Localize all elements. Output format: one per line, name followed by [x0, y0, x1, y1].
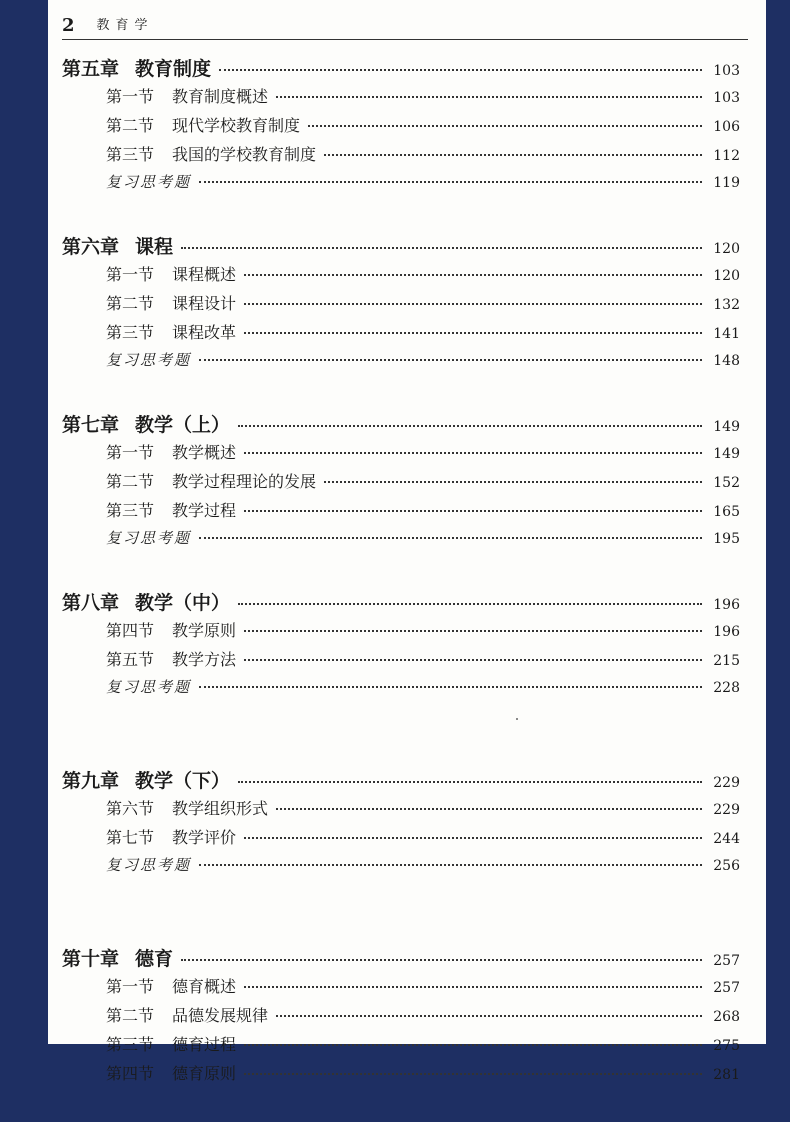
dot-leader	[219, 69, 702, 71]
entry-title: 德育过程	[172, 1035, 237, 1054]
section-entry[interactable]	[62, 440, 740, 469]
entry-title: 复习思考题	[106, 678, 192, 696]
section-entry[interactable]	[62, 796, 740, 825]
dot-leader	[276, 96, 702, 98]
entry-title: 教学概述	[172, 443, 237, 462]
entry-page-number: 228	[713, 680, 740, 696]
section-entry[interactable]	[62, 291, 740, 320]
entry-page-number: 196	[713, 624, 740, 640]
entry-label: 第三节	[106, 323, 155, 342]
entry-label: 第三节	[106, 145, 155, 164]
section-entry[interactable]	[62, 825, 740, 854]
entry-label: 第一节	[106, 87, 155, 106]
entry-title: 课程改革	[172, 323, 237, 342]
dot-leader	[238, 425, 702, 427]
entry-label: 第三节	[106, 501, 155, 520]
entry-page-number: 141	[713, 326, 740, 342]
section-entry[interactable]	[62, 262, 740, 291]
entry-label: 第三节	[106, 1035, 155, 1054]
entry-title: 教学原则	[172, 621, 237, 640]
entry-page-number: 152	[713, 475, 740, 491]
entry-label: 第一节	[106, 265, 155, 284]
page-number: 2	[62, 15, 75, 36]
entry-page-number: 257	[713, 980, 740, 996]
entry-title: 德育	[135, 948, 174, 970]
entry-label: 第二节	[106, 1006, 155, 1025]
entry-title: 教育制度	[135, 58, 212, 80]
chapter-entry[interactable]	[62, 410, 740, 440]
chapter-entry[interactable]	[62, 944, 740, 974]
entry-title: 品德发展规律	[172, 1006, 269, 1025]
dot-leader	[199, 864, 702, 866]
entry-label: 第九章	[62, 770, 120, 792]
entry-page-number: 112	[713, 148, 740, 164]
dot-leader	[181, 959, 702, 961]
review-questions-entry[interactable]	[62, 854, 740, 883]
entry-title: 德育原则	[172, 1064, 237, 1083]
dot-leader	[244, 1073, 702, 1075]
entry-label: 第十章	[62, 948, 120, 970]
chapter-block	[62, 54, 740, 232]
entry-page-number: 149	[713, 446, 740, 462]
speck	[516, 718, 518, 720]
dot-leader	[324, 154, 702, 156]
entry-page-number: 244	[713, 831, 740, 847]
entry-title: 我国的学校教育制度	[172, 145, 317, 164]
entry-title: 课程设计	[172, 294, 237, 313]
entry-page-number: 120	[713, 268, 740, 284]
entry-label: 第五章	[62, 58, 120, 80]
entry-title: 教学方法	[172, 650, 237, 669]
entry-title: 德育概述	[172, 977, 237, 996]
dot-leader	[324, 481, 702, 483]
entry-page-number: 103	[713, 63, 740, 79]
entry-page-number: 215	[713, 653, 740, 669]
dot-leader	[244, 452, 702, 454]
entry-page-number: 268	[713, 1009, 740, 1025]
entry-title: 复习思考题	[106, 529, 192, 547]
review-questions-entry[interactable]	[62, 171, 740, 200]
entry-label: 第四节	[106, 621, 155, 640]
entry-title: 教学（中）	[135, 592, 231, 614]
section-entry[interactable]	[62, 1032, 740, 1061]
entry-title: 复习思考题	[106, 351, 192, 369]
entry-page-number: 195	[713, 531, 740, 547]
entry-label: 第七章	[62, 414, 120, 436]
dot-leader	[199, 359, 702, 361]
dot-leader	[199, 181, 702, 183]
section-entry[interactable]	[62, 469, 740, 498]
entry-title: 教学过程	[172, 501, 237, 520]
entry-label: 第五节	[106, 650, 155, 669]
entry-label: 第二节	[106, 472, 155, 491]
entry-page-number: 196	[713, 597, 740, 613]
entry-label: 第一节	[106, 977, 155, 996]
dot-leader	[199, 686, 702, 688]
dot-leader	[244, 630, 702, 632]
entry-label: 第六章	[62, 236, 120, 258]
dot-leader	[244, 510, 702, 512]
entry-label: 第八章	[62, 592, 120, 614]
dot-leader	[181, 247, 702, 249]
entry-title: 教学组织形式	[172, 799, 269, 818]
entry-title: 课程概述	[172, 265, 237, 284]
chapter-entry[interactable]	[62, 588, 740, 618]
entry-page-number: 132	[713, 297, 740, 313]
chapter-block	[62, 410, 740, 588]
entry-page-number: 256	[713, 858, 740, 874]
dot-leader	[238, 781, 702, 783]
entry-page-number: 281	[713, 1067, 740, 1083]
section-entry[interactable]	[62, 84, 740, 113]
entry-page-number: 275	[713, 1038, 740, 1054]
entry-title: 教学过程理论的发展	[172, 472, 317, 491]
entry-page-number: 229	[713, 775, 740, 791]
dot-leader	[308, 125, 702, 127]
entry-title: 复习思考题	[106, 173, 192, 191]
entry-page-number: 119	[713, 175, 740, 191]
review-questions-entry[interactable]	[62, 349, 740, 378]
entry-label: 第二节	[106, 116, 155, 135]
entry-label: 第七节	[106, 828, 155, 847]
book-page	[48, 0, 766, 1083]
dot-leader	[276, 808, 702, 810]
entry-page-number: 120	[713, 241, 740, 257]
running-header	[62, 10, 748, 40]
chapter-entry[interactable]	[62, 54, 740, 84]
dot-leader	[244, 1044, 702, 1046]
entry-title: 现代学校教育制度	[172, 116, 301, 135]
chapter-block	[62, 766, 740, 944]
chapter-entry[interactable]	[62, 766, 740, 796]
dot-leader	[276, 1015, 702, 1017]
table-of-contents	[62, 54, 740, 1122]
dot-leader	[199, 537, 702, 539]
entry-page-number: 165	[713, 504, 740, 520]
entry-page-number: 257	[713, 953, 740, 969]
chapter-block	[62, 944, 740, 1122]
section-entry[interactable]	[62, 1003, 740, 1032]
dot-leader	[244, 659, 702, 661]
dot-leader	[244, 986, 702, 988]
entry-title: 教学（上）	[135, 414, 231, 436]
entry-page-number: 106	[713, 119, 740, 135]
review-questions-entry[interactable]	[62, 676, 740, 705]
chapter-block	[62, 232, 740, 410]
entry-label: 第二节	[106, 294, 155, 313]
chapter-entry[interactable]	[62, 232, 740, 262]
entry-title: 教育制度概述	[172, 87, 269, 106]
section-entry[interactable]	[62, 1061, 740, 1090]
dot-leader	[238, 603, 702, 605]
entry-title: 复习思考题	[106, 856, 192, 874]
book-title: 教育学	[96, 18, 154, 33]
entry-label: 第四节	[106, 1064, 155, 1083]
dot-leader	[244, 332, 702, 334]
chapter-block	[62, 588, 740, 766]
entry-title: 课程	[135, 236, 174, 258]
section-entry[interactable]	[62, 647, 740, 676]
section-entry[interactable]	[62, 320, 740, 349]
entry-label: 第六节	[106, 799, 155, 818]
entry-page-number: 103	[713, 90, 740, 106]
review-questions-entry[interactable]	[62, 527, 740, 556]
section-entry[interactable]	[62, 113, 740, 142]
section-entry[interactable]	[62, 498, 740, 527]
entry-page-number: 148	[713, 353, 740, 369]
section-entry[interactable]	[62, 142, 740, 171]
entry-page-number: 229	[713, 802, 740, 818]
entry-title: 教学评价	[172, 828, 237, 847]
entry-title: 教学（下）	[135, 770, 231, 792]
entry-label: 第一节	[106, 443, 155, 462]
dot-leader	[244, 303, 702, 305]
dot-leader	[244, 837, 702, 839]
section-entry[interactable]	[62, 974, 740, 1003]
section-entry[interactable]	[62, 618, 740, 647]
entry-page-number: 149	[713, 419, 740, 435]
dot-leader	[244, 274, 702, 276]
